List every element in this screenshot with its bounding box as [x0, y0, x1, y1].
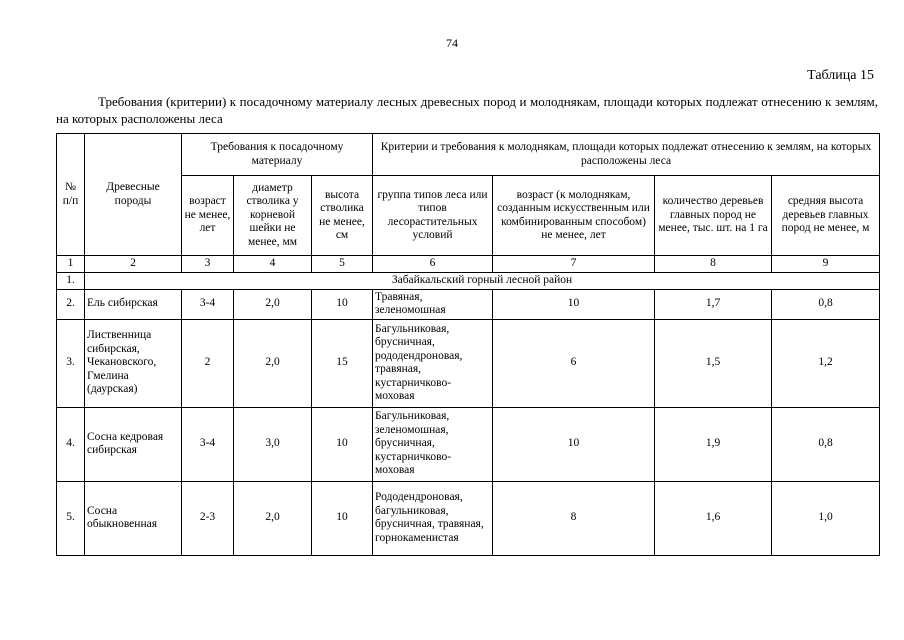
table-label: Таблица 15 [807, 68, 874, 83]
row-avg-height: 0,8 [772, 407, 880, 481]
row-height: 15 [312, 319, 373, 407]
column-number: 8 [655, 256, 772, 273]
row-age: 2 [182, 319, 234, 407]
zone-row [57, 272, 880, 289]
row-species: Лиственница сибирская, Чекановского, Гмелина (даурская) [85, 319, 182, 407]
row-avg-height: 1,2 [772, 319, 880, 407]
header-forest-type: группа типов леса или типов лесорастительных условий [373, 176, 493, 256]
header-species: Древесные породы [85, 134, 182, 256]
column-number: 1 [57, 256, 85, 273]
row-young-age: 6 [493, 319, 655, 407]
row-height: 10 [312, 481, 373, 555]
column-number: 3 [182, 256, 234, 273]
row-forest-type: Травяная, зеленомошная [373, 289, 493, 319]
row-forest-type: Багульниковая, зеленомошная, брусничная, кустарничково-моховая [373, 407, 493, 481]
row-diameter: 2,0 [234, 289, 312, 319]
row-diameter: 2,0 [234, 481, 312, 555]
row-young-age: 10 [493, 289, 655, 319]
row-age: 2-3 [182, 481, 234, 555]
column-number: 5 [312, 256, 373, 273]
header-group-young: Критерии и требования к молоднякам, площади которых подлежат отнесению к землям, на которых расположены леса [373, 134, 880, 176]
header-diameter: диаметр стволика у корневой шейки не менее, мм [234, 176, 312, 256]
row-diameter: 3,0 [234, 407, 312, 481]
header-age: возраст не менее, лет [182, 176, 234, 256]
header-row-1 [57, 134, 880, 176]
header-num: № п/п [57, 134, 85, 256]
row-num: 2. [57, 289, 85, 319]
row-num: 4. [57, 407, 85, 481]
page-number: 74 [446, 36, 458, 50]
row-species: Сосна кедровая сибирская [85, 407, 182, 481]
row-quantity: 1,6 [655, 481, 772, 555]
table-row [57, 319, 880, 407]
column-number: 6 [373, 256, 493, 273]
row-quantity: 1,5 [655, 319, 772, 407]
header-height: высота стволика не менее, см [312, 176, 373, 256]
row-young-age: 10 [493, 407, 655, 481]
row-age: 3-4 [182, 289, 234, 319]
header-young-age: возраст (к молоднякам, созданным искусственным или комбинированным способом) не менее, лет [493, 176, 655, 256]
column-number-row [57, 256, 880, 273]
row-quantity: 1,7 [655, 289, 772, 319]
row-young-age: 8 [493, 481, 655, 555]
zone-num: 1. [57, 272, 85, 289]
header-group-planting: Требования к посадочному материалу [182, 134, 373, 176]
zone-title: Забайкальский горный лесной район [85, 272, 880, 289]
table-row [57, 481, 880, 555]
row-age: 3-4 [182, 407, 234, 481]
row-quantity: 1,9 [655, 407, 772, 481]
column-number: 2 [85, 256, 182, 273]
table-caption: Требования (критерии) к посадочному материалу лесных древесных пород и молоднякам, площади которых подлежат отнесению к землям, на которых расположены леса [56, 94, 878, 126]
row-num: 3. [57, 319, 85, 407]
header-avg-height: средняя высота деревьев главных пород не менее, м [772, 176, 880, 256]
table-row [57, 289, 880, 319]
column-number: 7 [493, 256, 655, 273]
row-height: 10 [312, 289, 373, 319]
row-avg-height: 0,8 [772, 289, 880, 319]
column-number: 4 [234, 256, 312, 273]
row-avg-height: 1,0 [772, 481, 880, 555]
row-height: 10 [312, 407, 373, 481]
row-species: Ель сибирская [85, 289, 182, 319]
table-row [57, 407, 880, 481]
requirements-table [56, 133, 880, 556]
row-forest-type: Багульниковая, брусничная, рододендроновая, травяная, кустарничково-моховая [373, 319, 493, 407]
column-number: 9 [772, 256, 880, 273]
row-forest-type: Рододендроновая, багульниковая, брусничная, травяная, горнокаменистая [373, 481, 493, 555]
row-diameter: 2,0 [234, 319, 312, 407]
header-quantity: количество деревьев главных пород не менее, тыс. шт. на 1 га [655, 176, 772, 256]
row-num: 5. [57, 481, 85, 555]
row-species: Сосна обыкновенная [85, 481, 182, 555]
